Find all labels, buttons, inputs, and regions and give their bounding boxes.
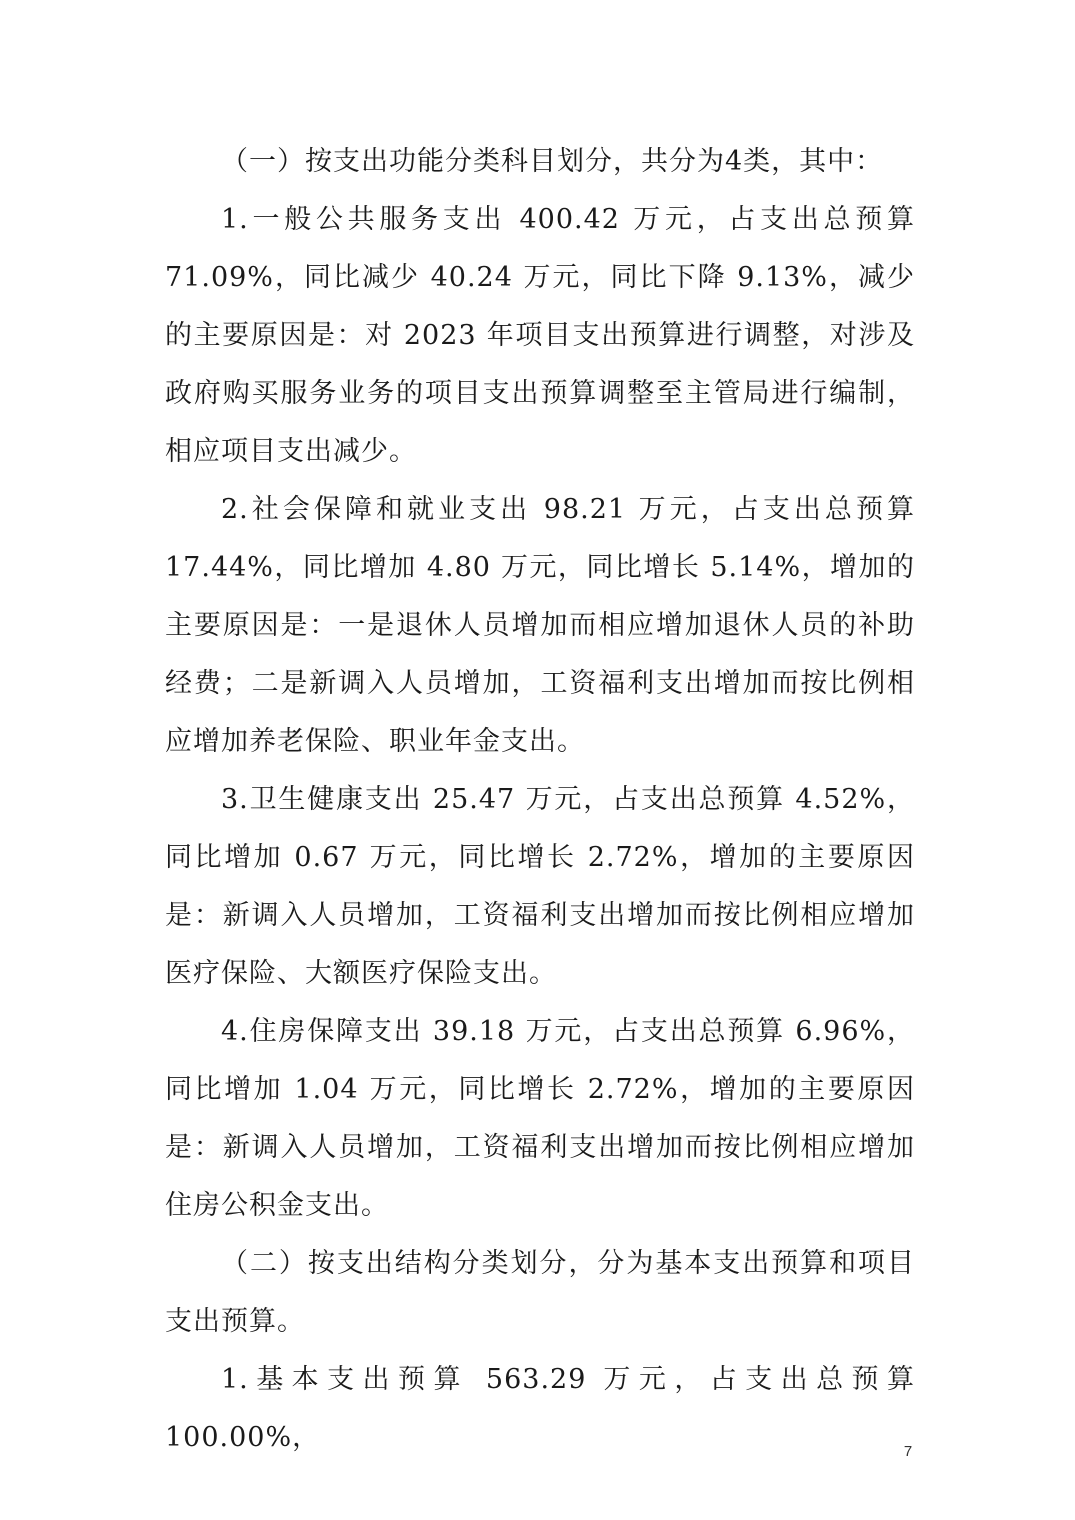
document-body — [165, 133, 915, 1467]
page-number: 7 — [903, 1443, 913, 1460]
paragraph-basic-expenditure: 1.基本支出预算 563.29 万元，占支出总预算 100.00%， — [165, 1364, 915, 1453]
paragraph-housing: 4.住房保障支出 39.18 万元，占支出总预算 6.96%，同比增加 1.04 万元，同比增长 2.72%，增加的主要原因是：新调入人员增加，工资福利支出增加而按比例相应增加住房公积金支出。 — [165, 1016, 915, 1221]
paragraph-general-public-services: 1.一般公共服务支出 400.42 万元，占支出总预算71.09%，同比减少 40.24 万元，同比下降 9.13%，减少的主要原因是：对 2023 年项目支出预算进行调整，对涉及政府购买服务业务的项目支出预算调整至主管局进行编制，相应项目支出减少。 — [165, 204, 915, 467]
paragraph-health: 3.卫生健康支出 25.47 万元，占支出总预算 4.52%，同比增加 0.67 万元，同比增长 2.72%，增加的主要原因是：新调入人员增加，工资福利支出增加而按比例相应增加医疗保险、大额医疗保险支出。 — [165, 784, 915, 989]
paragraph-section-two-heading: （二）按支出结构分类划分，分为基本支出预算和项目支出预算。 — [165, 1248, 915, 1337]
paragraph-section-one-heading: （一）按支出功能分类科目划分，共分为4类，其中： — [221, 146, 884, 177]
paragraph-social-security: 2.社会保障和就业支出 98.21 万元，占支出总预算17.44%，同比增加 4.80 万元，同比增长 5.14%，增加的主要原因是：一是退休人员增加而相应增加退休人员的补助经费；二是新调入人员增加，工资福利支出增加而按比例相应增加养老保险、职业年金支出。 — [165, 494, 915, 757]
